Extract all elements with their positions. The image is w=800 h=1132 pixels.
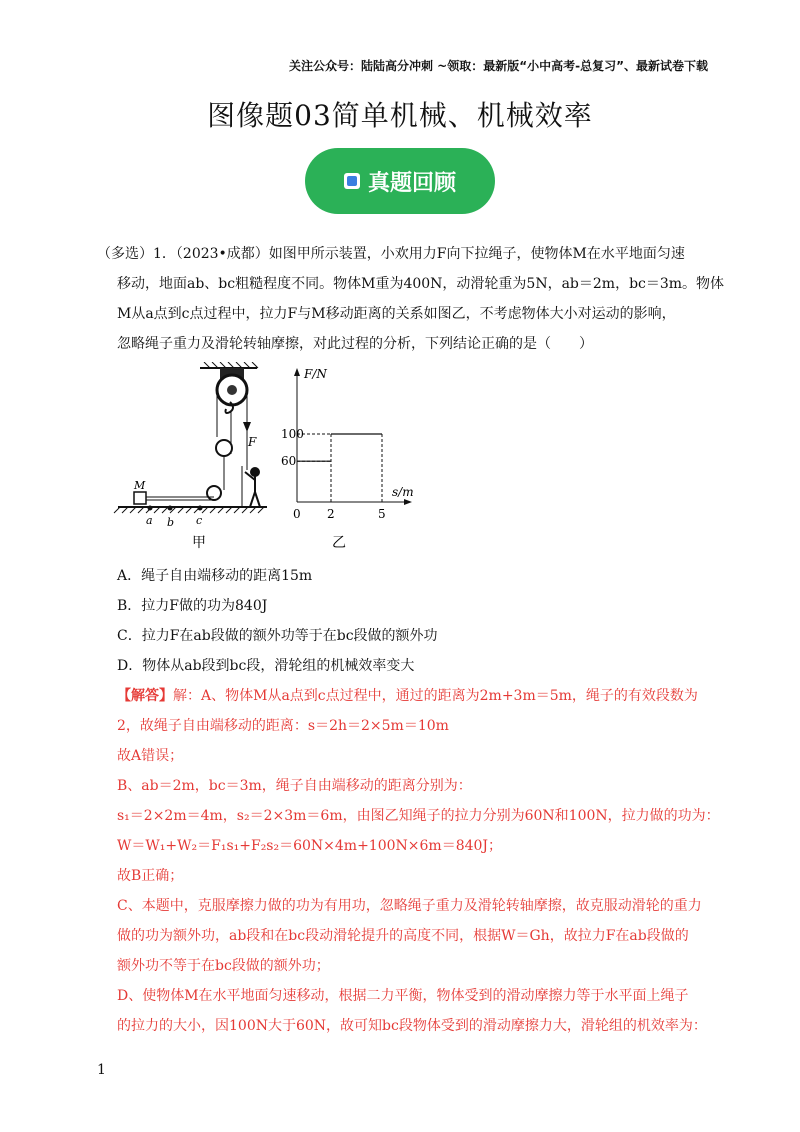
badge-label: 真题回顾 (367, 170, 456, 196)
answer-line (117, 685, 698, 705)
section-badge (305, 148, 495, 214)
figure-yi (280, 362, 430, 550)
answer-line: C、本题中，克服摩擦力做的功为有用功，忽略绳子重力及滑轮转轴摩擦，故克服动滑轮的重力 (117, 898, 702, 914)
label-b: b (167, 516, 175, 529)
question-line: 移动，地面ab、bc粗糙程度不同。物体M重为400N，动滑轮重为5N，ab＝2m，bc＝3m。物体 (117, 276, 725, 292)
question-line: 忽略绳子重力及滑轮转轴摩擦，对此过程的分析，下列结论正确的是（ ） (117, 336, 593, 352)
x-tick-label: 2 (327, 507, 335, 521)
point-b (168, 506, 173, 511)
answer-line: 2，故绳子自由端移动的距离：s＝2h＝2×5m＝10m (117, 718, 449, 734)
option-b: B．拉力F做的功为840J (117, 598, 268, 614)
ground-pulley (207, 486, 221, 500)
caption-yi: 乙 (332, 535, 346, 550)
option-d: D．物体从ab段到bc段，滑轮组的机械效率变大 (117, 658, 415, 674)
x-tick-label: 5 (378, 507, 386, 521)
point-c (198, 506, 203, 511)
option-a: A．绳子自由端移动的距离15m (117, 568, 313, 584)
y-axis-label: F/N (304, 367, 327, 381)
answer-line: 做的功为额外功，ab段和在bc段动滑轮提升的高度不同，根据W＝Gh，故拉力F在ab段做的 (117, 928, 689, 944)
answer-line: 故A错误； (117, 748, 184, 764)
label-c: c (196, 514, 203, 527)
label-a: a (146, 514, 153, 527)
chart-icon (344, 173, 360, 189)
answer-text: 解：A、物体M从a点到c点过程中，通过的距离为2m+3m＝5m，绳子的有效段数为 (173, 688, 698, 704)
answer-line: 的拉力的大小，因100N大于60N，故可知bc段物体受到的滑动摩擦力大，滑轮组的机效率为： (117, 1018, 707, 1034)
answer-line: 额外功不等于在bc段做的额外功； (117, 958, 330, 974)
movable-pulley (216, 440, 232, 456)
label-F: F (248, 435, 257, 449)
option-c: C．拉力F在ab段做的额外功等于在bc段做的额外功 (117, 628, 438, 644)
page-number: 1 (97, 1062, 106, 1078)
y-tick-label: 100 (281, 427, 304, 441)
answer-tag: 【解答】 (117, 688, 173, 704)
ceiling (200, 362, 258, 368)
page-title: 图像题03简单机械、机械效率 (207, 99, 593, 132)
arrow-F (243, 422, 251, 432)
person (245, 468, 260, 507)
origin-label: 0 (293, 507, 301, 521)
answer-line: W＝W₁+W₂＝F₁s₁+F₂s₂＝60N×4m+100N×6m＝840J； (117, 838, 503, 854)
point-a (148, 506, 153, 511)
label-M: M (134, 479, 146, 492)
figure-jia (112, 362, 272, 550)
caption-jia: 甲 (192, 535, 206, 550)
answer-line: B、ab＝2m，bc＝3m，绳子自由端移动的距离分别为： (117, 778, 472, 794)
x-axis-label: s/m (392, 485, 414, 499)
x-axis-arrow (404, 499, 412, 505)
header-note: 关注公众号：陆陆高分冲刺 ~领取：最新版“小中高考-总复习”、最新试卷下载 (289, 59, 708, 73)
answer-line: D、使物体M在水平地面匀速移动，根据二力平衡，物体受到的滑动摩擦力等于水平面上绳子 (117, 988, 689, 1004)
object-M (134, 492, 146, 504)
answer-line: 故B正确； (117, 868, 184, 884)
answer-line: s₁＝2×2m＝4m，s₂＝2×3m＝6m，由图乙知绳子的拉力分别为60N和100N，拉力做的功为： (117, 808, 720, 824)
question-line: （多选）1．（2023•成都）如图甲所示装置，小欢用力F向下拉绳子，使物体M在水平地面匀速 (97, 246, 685, 262)
question-line: M从a点到c点过程中，拉力F与M移动距离的关系如图乙，不考虑物体大小对运动的影响， (117, 306, 676, 322)
y-tick-label: 60 (281, 454, 297, 469)
